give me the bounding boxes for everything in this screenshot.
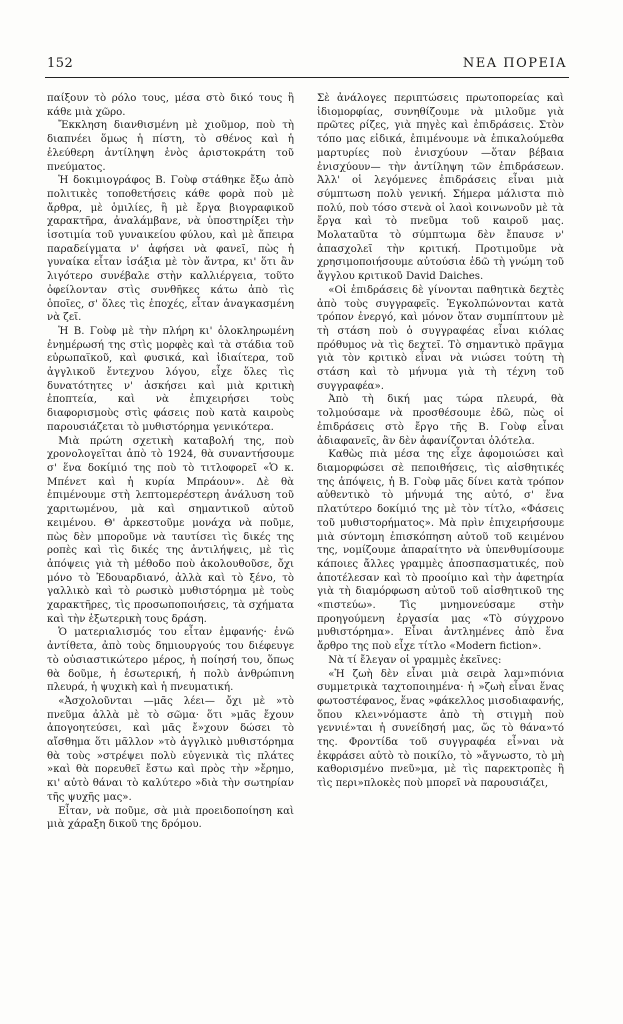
paragraph: Σὲ ἀνάλογες περιπτώσεις πρωτοπορείας καὶ ἰδιομορφίας, συνηθίζουμε νὰ μιλοῦμε γιὰ πρῶτες ρίζες, γιὰ πηγὲς καὶ ἐπιδράσεις. Στὸν τόπο μας εἰδικά, ἐπιμένουμε νὰ ἐπικαλούμεθα μαρτυρίες ποὺ ἐνισχύουν —ὅταν βέβαια ἐνισχύουν— τὴν ἀντίληψη τῶν ἐπιδράσεων. Ἀλλ' οἱ λεγόμενες ἐπιδράσεις εἶναι μιὰ σύμπτωση πολὺ γενική. Σήμερα μάλιστα πιὸ πολύ, ποὺ τόσο στενὰ οἱ λαοὶ κοινωνοῦν μὲ τὰ ἔργα καὶ τὸ πνεῦμα τοῦ καιροῦ μας. Μολαταῦτα τὸ σύμπτωμα δὲν ἔπαυσε ν' ἀπασχολεῖ τὴν κριτική. Προτιμοῦμε νὰ χρησιμοποιήσουμε αὐτούσια ἐδῶ τὴ γνώμη τοῦ ἄγγλου κριτικοῦ David Daiches. (317, 93, 564, 283)
paragraph: Καθὼς πιὰ μέσα της εἶχε ἀφομοιώσει καὶ διαμορφώσει σὲ πεποιθήσεις, τὶς αἰσθητικές της ἀπόψεις, ἡ Β. Γοὺφ μᾶς δίνει κατὰ τρόπον αὐθεντικὸ τὸ μήνυμά της αὐτό, σ' ἕνα πλατύτερο δοκίμιό της μὲ τὸν τίτλο, «Φάσεις τοῦ μυθιστορήματος». Μὰ πρὶν ἐπιχειρήσουμε μιὰ σύντομη ἐπισκόπηση αὐτοῦ τοῦ κειμένου της, νομίζουμε ἀπαραίτητο νὰ ὑπενθυμίσουμε κάποιες ἄλλες γραμμὲς ἀποσπασματικές, ποὺ ἀποτέλεσαν καὶ τὸ προοίμιο καὶ τὴν ἀφετηρία γιὰ τὴ διαμόρφωση αὐτοῦ τοῦ αἰσθητικοῦ της «πιστεύω». Τὶς μνημονεύσαμε στὴν προηγούμενη ἐργασία μας «Τὸ σύγχρονο μυθιστόρημα». Εἶναι ἀντλημένες ἀπὸ ἕνα ἄρθρο της ποὺ εἶχε τίτλο «Modern fiction». (317, 449, 564, 653)
block-quote: «Ἀσχολοῦνται —μᾶς λέει— ὄχι μὲ »τὸ πνεῦμα ἀλλὰ μὲ τὸ σῶμα· ὅτι »μᾶς ἔχουν ἀπογοητεύσει, καὶ μᾶς ἔ»χουν δώσει τὸ αἴσθημα ὅτι μᾶλλον »τὸ ἀγγλικὸ μυθιστόρημα θὰ τοὺς »στρέψει πολὺ εὐγενικὰ τὶς πλάτες »καὶ θὰ πορευθεῖ ἔστω καὶ πρὸς τὴν »ἔρημο, κι' αὐτὸ θάναι τὸ καλύτερο »διὰ τὴν σωτηρίαν τῆς ψυχῆς μας». (47, 695, 294, 803)
paragraph: Ἔκκληση διανθισμένη μὲ χιοῦμορ, ποὺ τὴ διαπνέει ὅμως ἡ πίστη, τὸ σθένος καὶ ἡ ἐλεύθερη ἀντίληψη ἑνὸς ἀριστοκράτη τοῦ πνεύματος. (47, 120, 294, 173)
running-title: ΝΕΑ ΠΟΡΕΙΑ (462, 56, 567, 71)
header-rule (45, 77, 569, 78)
paragraph: παίξουν τὸ ρόλο τους, μέσα στὸ δικό τους ἢ κάθε μιὰ χῶρο. (47, 93, 294, 118)
paragraph: Νὰ τί ἔλεγαν οἱ γραμμὲς ἐκεῖνες: (328, 654, 502, 666)
paragraph: Ἀπὸ τὴ δική μας τώρα πλευρά, θὰ τολμούσαμε νὰ προσθέσουμε ἐδῶ, πὼς οἱ ἐπιδράσεις στὸ ἔργο τῆς Β. Γοὺφ εἶναι ἀδιαφανεῖς, ἂν δὲν ἀφανίζονται ὁλότελα. (317, 394, 564, 447)
paragraph: Εἶταν, νὰ ποῦμε, σὰ μιὰ προειδοποίηση καὶ μιὰ χάραξη δικοῦ της δρόμου. (47, 805, 294, 831)
page-number: 152 (47, 56, 74, 71)
paragraph: Ὁ ματεριαλισμός του εἶταν ἐμφανής· ἐνῶ ἀντίθετα, ἀπὸ τοὺς δημιουργούς του διέφευγε τὸ οὐσιαστικώτερο μέρος, ἡ ποίησή του, ὅπως θὰ δοῦμε, ἡ ἐσωτερική, ἡ πολὺ ἀνθρώπινη πλευρά, ἡ ψυχικὴ καὶ ἡ πνευματική. (47, 627, 294, 694)
right-column (317, 92, 564, 791)
paragraph: Ἡ Β. Γοὺφ μὲ τὴν πλήρη κι' ὁλοκληρωμένη ἐνημέρωσή της στὶς μορφὲς καὶ τὰ στάδια τοῦ εὐρωπαϊκοῦ, καὶ φυσικά, καὶ ἰδιαίτερα, τοῦ ἀγγλικοῦ ἔντεχνου λόγου, εἶχε ὅλες τὶς δυνατότητες ν' ἀσκήσει καὶ μιὰ κριτικὴ ἐποπτεία, καὶ νὰ ἐπιχειρήσει τοὺς διαφορισμοὺς στὶς φάσεις ποὺ κατὰ καιροὺς παρουσιάζεται τὸ μυθιστόρημα γενικότερα. (47, 325, 294, 433)
block-quote: «Ἡ ζωὴ δὲν εἶναι μιὰ σειρὰ λαμ»πιόνια συμμετρικὰ ταχτοποιημένα· ἡ »ζωὴ εἶναι ἕνας φωτοστέφανος, ἕνας »φάκελλος μισοδιαφανής, ὅπου κλει»νόμαστε ἀπὸ τὴ στιγμὴ ποὺ γεννιέ»ται ἡ συνείδησή μας, ὥς τὸ θάνα»τό της. Φροντίδα τοῦ συγγραφέα εἶ»ναι νὰ ἐκφράσει αὐτὸ τὸ ποικίλο, τὸ »ἄγνωστο, τὸ μὴ καθορισμένο πνεῦ»μα, μὲ τὶς παρεκτροπὲς ἢ τὶς περι»πλοκὲς ποὺ μπορεῖ νὰ παρουσιάζει, (317, 668, 564, 790)
left-column (47, 92, 294, 832)
paragraph: Ἡ δοκιμιογράφος Β. Γοὺφ στάθηκε ἔξω ἀπὸ πολιτικὲς τοποθετήσεις κάθε φορὰ ποὺ μὲ ἄρθρα, μὲ ὁμιλίες, ἢ μὲ ἔργα βιογραφικοῦ χαρακτῆρα, ἀναλάμβανε, νὰ ὑποστηρίξει τὴν ἰσοτιμία τοῦ γυναικείου φύλου, καὶ μὲ ἄπειρα παραδείγματα ν' ἀφήσει νὰ φανεῖ, πὼς ἡ γυναίκα εἶταν ἰσάξια μὲ τὸν ἄντρα, κι' ὅτι ἂν λιγότερο συνέβαλε στὴν καλλιέργεια, τοῦτο ὀφείλονταν στὶς συνθῆκες κάτω ἀπὸ τὶς ὁποῖες, σ' ὅλες τὶς ἐποχές, εἶταν ἀναγκασμένη νὰ ζεῖ. (47, 175, 294, 324)
paragraph: Μιὰ πρώτη σχετικὴ καταβολή της, ποὺ χρονολογεῖται ἀπὸ τὸ 1924, θὰ συναντήσουμε σ' ἕνα δοκίμιό της ποὺ τὸ τιτλοφορεῖ «Ὁ κ. Μπένετ καὶ ἡ κυρία Μπράουν». Δὲ θὰ ἐπιμένουμε στὴ λεπτομερέστερη ἀνάλυση τοῦ χαριτωμένου, μὰ καὶ σημαντικοῦ αὐτοῦ κειμένου. Θ' ἀρκεστοῦμε μονάχα νὰ ποῦμε, πὼς δὲν μποροῦμε νὰ ταυτίσει τὶς δικές της ροπὲς καὶ τὶς δικές της ἀντιλήψεις, μὲ τὶς ἀπόψεις γιὰ τὴ μέθοδο ποὺ ἀκολουθοῦσε, ὄχι μόνο τὸ Ἐδουαρδιανό, ἀλλὰ καὶ τὸ ξένο, τὸ γαλλικὸ καὶ τὸ ρωσικὸ μυθιστόρημα μὲ τοὺς χαρακτῆρες, τὶς προσωποποιήσεις, τὰ σχήματα καὶ τὴν ἐξωτερικὴ τους δράση. (47, 435, 294, 625)
block-quote: «Οἱ ἐπιδράσεις δὲ γίνονται παθητικὰ δεχτὲς ἀπὸ τοὺς συγγραφεῖς. Ἐγκολπώνονται κατὰ τρόπον ἐνεργό, καὶ μόνον ὅταν συμπίπτουν μὲ τὴ στάση ποὺ ὁ συγγραφέας εἶναι κιόλας πρόθυμος νὰ τὶς δεχτεῖ. Τὸ σημαντικὸ πρᾶγμα γιὰ τὸν κριτικὸ εἶναι νὰ νιώσει τούτη τὴ στάση καὶ τὸ μήνυμα γιὰ τὴ τέχνη τοῦ συγγραφέα». (317, 284, 564, 392)
